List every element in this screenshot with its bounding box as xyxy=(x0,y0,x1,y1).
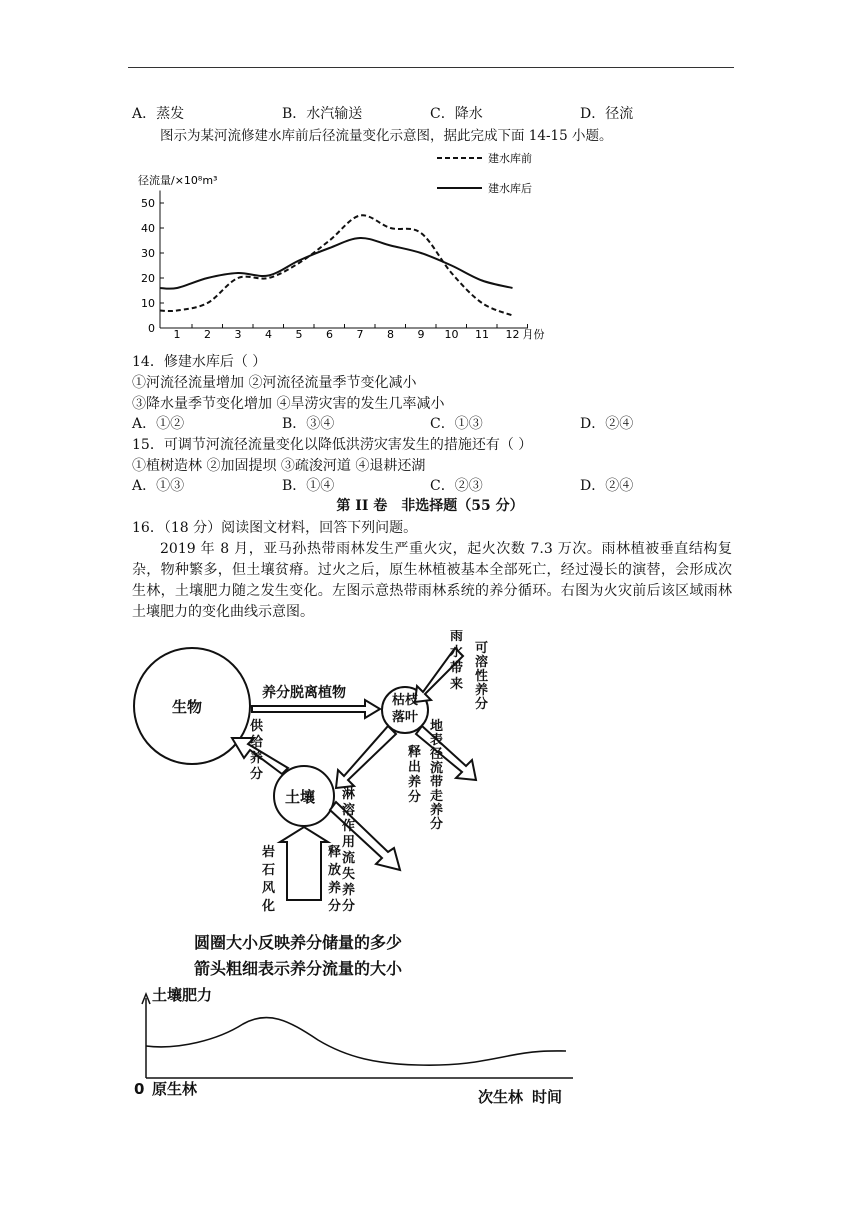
y-axis-label: 径流量/×10⁸m³ xyxy=(138,174,218,187)
x-tick-label: 7 xyxy=(356,328,364,341)
series-line-2 xyxy=(160,238,513,289)
q15-option-a: A．①③ xyxy=(132,478,185,494)
arrow-supply-label: 供给养分 xyxy=(250,719,264,782)
arrow-runoff-label: 地表径流带走养分 xyxy=(430,719,444,832)
q13-option-c: C．降水 xyxy=(430,106,483,122)
fertility-origin: 0 xyxy=(134,1080,145,1098)
fertility-y-label: 土壤肥力 xyxy=(152,986,213,1004)
y-tick-label: 40 xyxy=(141,222,155,235)
q16-stem: 16．（18 分）阅读图文材料，回答下列问题。 xyxy=(132,520,418,536)
x-tick-label: 12 xyxy=(505,328,520,341)
arrow-release xyxy=(336,726,396,788)
q13-option-b: B．水汽输送 xyxy=(282,106,363,122)
arrow-soluble-label: 可溶性养分 xyxy=(475,641,489,712)
arrow-runoff xyxy=(416,726,476,780)
biology-label: 生物 xyxy=(172,698,203,716)
x-tick-label: 2 xyxy=(204,328,211,341)
arrow-weather-label: 岩石风化 xyxy=(262,845,276,914)
series-line-1 xyxy=(160,215,513,315)
x-axis-label: 月份 xyxy=(522,328,545,341)
arrow-rain-label: 雨水带来 xyxy=(450,630,464,692)
runoff-chart xyxy=(132,146,552,346)
q16-paragraph xyxy=(132,539,732,623)
x-tick-label: 6 xyxy=(326,328,333,341)
q15-option-c: C．②③ xyxy=(430,478,483,494)
fertility-start-label: 原生林 xyxy=(152,1080,198,1098)
x-tick-label: 4 xyxy=(265,328,272,341)
arrow-free-label: 释放养分 xyxy=(328,845,342,914)
x-tick-label: 5 xyxy=(295,328,303,341)
fertility-end-label: 次生林 xyxy=(478,1088,524,1106)
legend-label-1: 建水库前 xyxy=(488,152,532,165)
y-tick-label: 20 xyxy=(141,272,155,285)
arrow-detach-label: 养分脱离植物 xyxy=(262,685,346,701)
header-rule xyxy=(128,67,734,68)
q13-option-d: D．径流 xyxy=(580,106,634,122)
x-tick-label: 11 xyxy=(475,328,489,341)
arrow-weather xyxy=(280,827,328,900)
q14-stem: 14．修建水库后（ ） xyxy=(132,354,267,370)
fertility-x-label: 时间 xyxy=(532,1088,563,1106)
q13-option-a: A．蒸发 xyxy=(132,106,185,122)
q14-option-b: B．③④ xyxy=(282,416,335,432)
q14-option-a: A．①② xyxy=(132,416,185,432)
diagram-note-1: 圆圈大小反映养分储量的多少 xyxy=(194,933,403,952)
x-tick-label: 10 xyxy=(444,328,459,341)
q14-line1: ①河流径流量增加 ②河流径流量季节变化减小 xyxy=(132,375,417,391)
q16-paragraph-text: 2019 年 8 月，亚马孙热带雨林发生严重火灾，起火次数 7.3 万次。雨林植被垂直结构复杂，物种繁多，但土壤贫瘠。过火之后，原生林植被基本全部死亡，经过漫长的演替，会形成次生林，土壤肥力随之发生变化。左图示意热带雨林系统的养分循环。右图为火灾前后该区域雨林土壤肥力的变化曲线示意图。 xyxy=(132,541,732,620)
litter-label: 枯枝落叶 xyxy=(392,693,419,725)
diagram-note-2: 箭头粗细表示养分流量的大小 xyxy=(194,959,403,978)
q14-line2: ③降水量季节变化增加 ④旱涝灾害的发生几率减小 xyxy=(132,396,445,412)
fertility-chart xyxy=(128,980,598,1110)
q15-line1: ①植树造林 ②加固提坝 ③疏浚河道 ④退耕还湖 xyxy=(132,458,426,474)
intro-14-15: 图示为某河流修建水库前后径流量变化示意图，据此完成下面 14-15 小题。 xyxy=(160,128,613,144)
y-tick-label: 0 xyxy=(148,322,155,335)
legend-label-2: 建水库后 xyxy=(488,182,532,195)
arrow-release-label: 释出养分 xyxy=(408,745,422,805)
q15-option-b: B．①④ xyxy=(282,478,335,494)
q14-option-d: D．②④ xyxy=(580,416,634,432)
x-tick-label: 9 xyxy=(417,328,425,341)
nutrient-cycle-diagram xyxy=(120,630,520,980)
soil-label: 土壤 xyxy=(285,788,316,806)
y-tick-label: 50 xyxy=(141,197,155,210)
x-tick-label: 8 xyxy=(387,328,394,341)
section-title: 第 II 卷 非选择题（55 分） xyxy=(336,498,524,514)
y-tick-label: 10 xyxy=(141,297,155,310)
q15-stem: 15．可调节河流径流量变化以降低洪涝灾害发生的措施还有（ ） xyxy=(132,437,533,453)
y-tick-label: 30 xyxy=(141,247,155,260)
q14-option-c: C．①③ xyxy=(430,416,483,432)
arrow-detach xyxy=(252,700,380,718)
arrow-leach-label: 淋溶作用流失养分 xyxy=(342,787,356,914)
q15-option-d: D．②④ xyxy=(580,478,634,494)
x-tick-label: 1 xyxy=(173,328,181,341)
x-tick-label: 3 xyxy=(234,328,242,341)
fertility-curve xyxy=(146,1017,566,1065)
